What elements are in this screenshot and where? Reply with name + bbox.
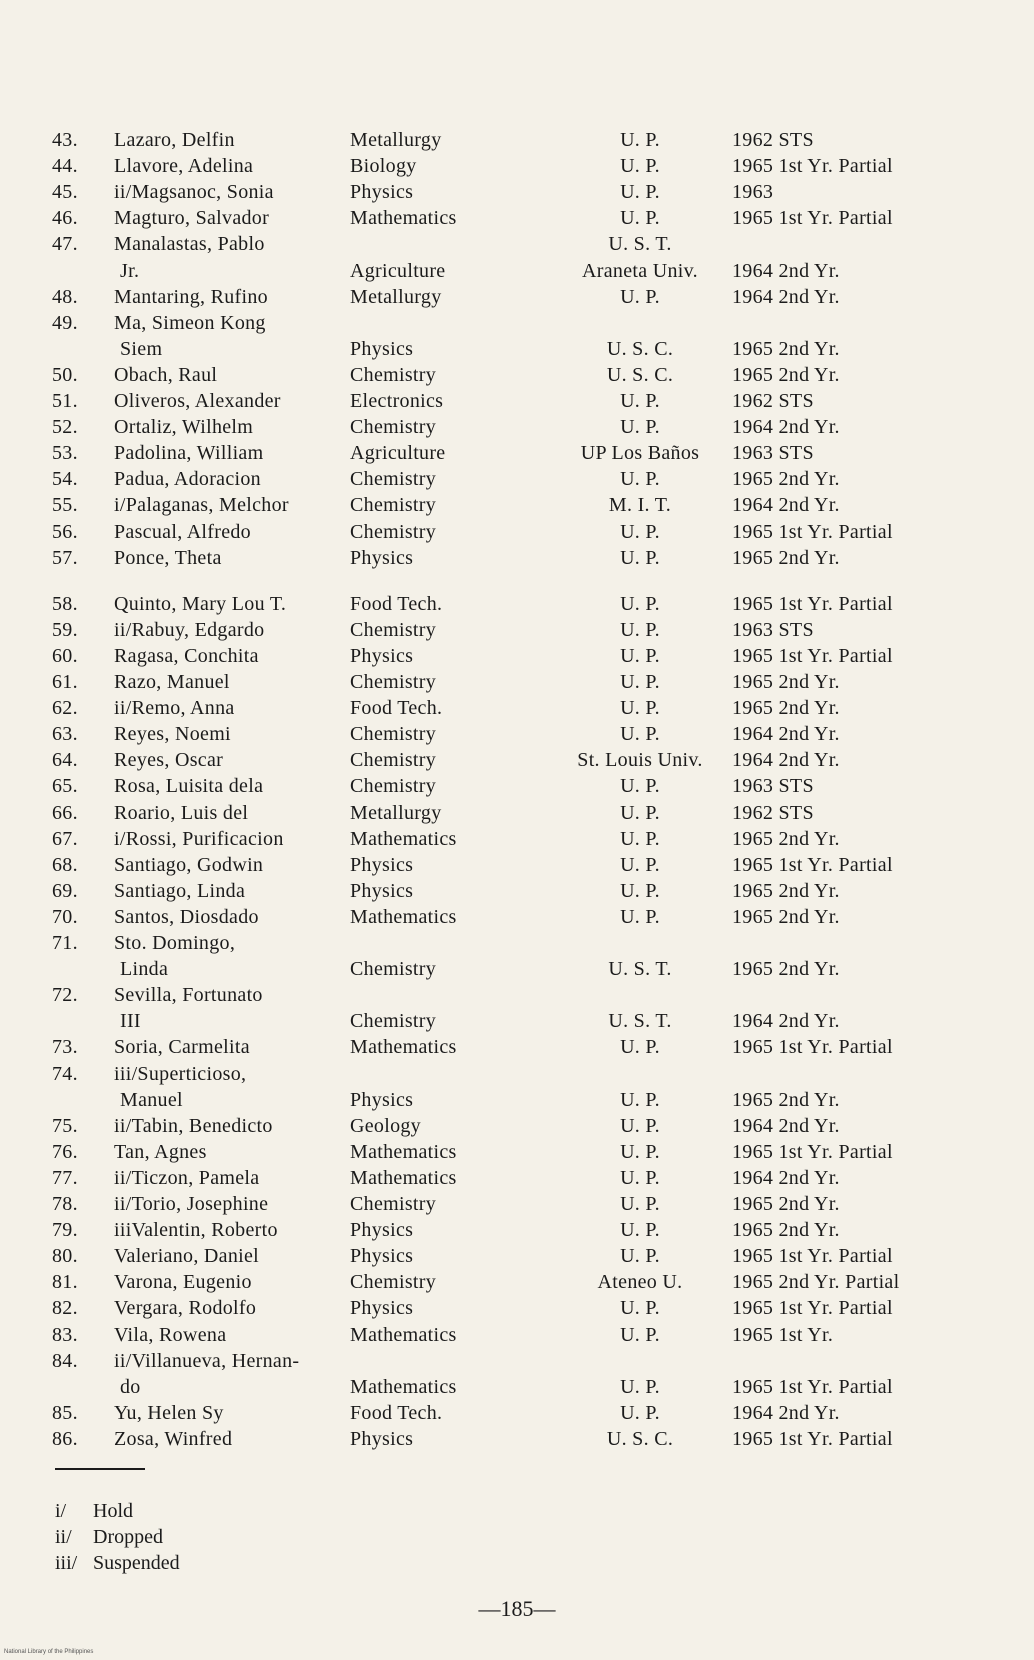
- field-of-study: Physics: [350, 1245, 414, 1268]
- scholar-name: Ragasa, Conchita: [114, 644, 259, 667]
- school-name: U. P.: [620, 618, 660, 641]
- entry-number: 55.: [52, 494, 78, 517]
- field-of-study: Metallurgy: [350, 129, 442, 151]
- field-of-study: Chemistry: [350, 1010, 437, 1033]
- entry-number: 81.: [52, 1271, 78, 1294]
- entry-number: 82.: [52, 1297, 78, 1320]
- field-of-study: Chemistry: [350, 363, 437, 386]
- scholarship-status: 1965 2nd Yr.: [732, 1088, 840, 1111]
- entry-number: 73.: [52, 1036, 78, 1059]
- scholar-name: ii/Torio, Josephine: [114, 1193, 269, 1215]
- scholarship-status: 1965 1st Yr. Partial: [732, 520, 893, 543]
- field-of-study: Chemistry: [350, 468, 437, 491]
- scholar-name: Roario, Luis del: [114, 801, 249, 824]
- school-name: U. P.: [620, 1245, 660, 1268]
- school-name: U. P.: [620, 1114, 660, 1137]
- school-name: U. S. T.: [608, 233, 672, 256]
- field-of-study: Mathematics: [350, 207, 457, 230]
- scholarship-status: 1965 2nd Yr.: [732, 337, 840, 360]
- entry-number: 50.: [52, 363, 78, 386]
- field-of-study: Mathematics: [350, 1036, 457, 1059]
- scholar-name: Manalastas, Pablo: [114, 233, 265, 256]
- school-name: U. P.: [620, 207, 660, 230]
- scholarship-status: 1964 2nd Yr.: [732, 749, 840, 772]
- scholar-name: Obach, Raul: [114, 363, 218, 386]
- field-of-study: Mathematics: [350, 1375, 457, 1398]
- school-name: U. P.: [620, 879, 660, 902]
- scholarship-status: 1965 2nd Yr. Partial: [732, 1271, 900, 1294]
- field-of-study: Physics: [350, 1297, 414, 1320]
- page-number: —185—: [478, 1596, 556, 1621]
- scholarship-status: 1962 STS: [732, 390, 814, 412]
- field-of-study: Chemistry: [350, 494, 437, 517]
- school-name: U. P.: [620, 697, 660, 720]
- scholar-name: Padolina, William: [114, 442, 264, 465]
- scholar-name: ii/Remo, Anna: [114, 697, 235, 720]
- entry-number: 72.: [52, 984, 78, 1007]
- entry-number: 67.: [52, 827, 78, 850]
- scholarship-status: 1964 2nd Yr.: [732, 259, 840, 282]
- scholarship-status: 1965 1st Yr. Partial: [732, 1036, 893, 1059]
- field-of-study: Chemistry: [350, 520, 437, 543]
- scholar-name: i/Rossi, Purificacion: [114, 827, 284, 850]
- entry-number: 43.: [52, 129, 78, 151]
- scholar-name: Tan, Agnes: [114, 1140, 207, 1163]
- scholar-name: Varona, Eugenio: [114, 1271, 252, 1294]
- scholar-name: Quinto, Mary Lou T.: [114, 592, 287, 615]
- field-of-study: Mathematics: [350, 1140, 457, 1163]
- field-of-study: Chemistry: [350, 1193, 437, 1215]
- field-of-study: Chemistry: [350, 1271, 437, 1294]
- school-name: Ateneo U.: [597, 1271, 683, 1294]
- scholarship-status: 1963: [732, 181, 774, 204]
- scholarship-status: 1965 2nd Yr.: [732, 468, 840, 491]
- entry-number: 60.: [52, 644, 78, 667]
- scholar-name: Vila, Rowena: [114, 1323, 227, 1346]
- entry-number: 53.: [52, 442, 78, 465]
- field-of-study: Mathematics: [350, 1323, 457, 1346]
- scholarship-status: 1965 1st Yr. Partial: [732, 853, 893, 876]
- scholar-name: Oliveros, Alexander: [114, 390, 281, 412]
- scholarship-status: 1965 2nd Yr.: [732, 905, 840, 928]
- scholar-name: ii/Ticzon, Pamela: [114, 1166, 260, 1189]
- scholarship-status: 1964 2nd Yr.: [732, 1010, 840, 1033]
- field-of-study: Metallurgy: [350, 801, 442, 824]
- scholar-name: Santos, Diosdado: [114, 905, 259, 928]
- scholar-name: do: [120, 1375, 141, 1398]
- scholarship-status: 1965 2nd Yr.: [732, 363, 840, 386]
- field-of-study: Food Tech.: [350, 1401, 443, 1424]
- scholar-name: Santiago, Linda: [114, 879, 246, 902]
- scholar-name: Valeriano, Daniel: [114, 1245, 260, 1268]
- school-name: U. S. T.: [608, 1010, 672, 1033]
- entry-number: 61.: [52, 671, 78, 693]
- school-name: U. P.: [620, 520, 660, 543]
- scholarship-status: 1964 2nd Yr.: [732, 1114, 840, 1137]
- scholar-name: Llavore, Adelina: [114, 155, 254, 178]
- scholarship-status: 1962 STS: [732, 129, 814, 151]
- entry-number: 76.: [52, 1140, 78, 1163]
- field-of-study: Physics: [350, 644, 414, 667]
- entry-number: 70.: [52, 905, 78, 928]
- field-of-study: Food Tech.: [350, 592, 443, 615]
- scholar-name: Padua, Adoracion: [114, 468, 261, 491]
- scholar-name: Manuel: [120, 1088, 183, 1111]
- scholar-name: Ma, Simeon Kong: [114, 311, 266, 334]
- scholarship-status: 1964 2nd Yr.: [732, 1166, 840, 1189]
- school-name: UP Los Baños: [580, 442, 700, 465]
- scholarship-status: 1965 2nd Yr.: [732, 671, 840, 693]
- field-of-study: Metallurgy: [350, 285, 442, 308]
- entry-number: 78.: [52, 1193, 78, 1215]
- field-of-study: Chemistry: [350, 723, 437, 746]
- footnote-text: Dropped: [93, 1526, 163, 1548]
- footnote-text: Suspended: [93, 1552, 180, 1574]
- school-name: U. P.: [620, 1140, 660, 1163]
- entry-number: 77.: [52, 1166, 78, 1189]
- scholarship-status: 1964 2nd Yr.: [732, 494, 840, 517]
- scholarship-status: 1965 1st Yr. Partial: [732, 1140, 893, 1163]
- school-name: U. P.: [620, 1323, 660, 1346]
- scholar-name: Yu, Helen Sy: [114, 1401, 224, 1424]
- school-name: U. P.: [620, 546, 660, 569]
- entry-number: 57.: [52, 546, 78, 569]
- scholar-name: Rosa, Luisita dela: [114, 775, 264, 798]
- school-name: U. P.: [620, 1036, 660, 1059]
- school-name: U. P.: [620, 723, 660, 746]
- scholarship-status: 1965 1st Yr. Partial: [732, 1427, 893, 1450]
- scholar-name: Razo, Manuel: [114, 671, 230, 693]
- school-name: U. P.: [620, 827, 660, 850]
- entry-number: 86.: [52, 1427, 78, 1450]
- entry-number: 79.: [52, 1219, 78, 1242]
- field-of-study: Chemistry: [350, 749, 437, 772]
- scholar-name: Reyes, Oscar: [114, 749, 224, 772]
- field-of-study: Chemistry: [350, 958, 437, 981]
- scholarship-status: 1964 2nd Yr.: [732, 1401, 840, 1424]
- school-name: U. P.: [620, 801, 660, 824]
- scholar-name: Siem: [120, 337, 163, 360]
- entry-number: 64.: [52, 749, 78, 772]
- school-name: U. P.: [620, 1375, 660, 1398]
- footnote-text: Hold: [93, 1500, 133, 1522]
- school-name: U. P.: [620, 1219, 660, 1242]
- school-name: U. S. C.: [606, 363, 674, 386]
- school-name: U. P.: [620, 468, 660, 491]
- footnote-mark: ii/: [55, 1526, 72, 1548]
- footnote-mark: iii/: [55, 1552, 78, 1574]
- school-name: U. P.: [620, 1297, 660, 1320]
- entry-number: 71.: [52, 932, 78, 954]
- scholarship-status: 1965 1st Yr. Partial: [732, 1297, 893, 1320]
- field-of-study: Chemistry: [350, 416, 437, 439]
- entry-number: 80.: [52, 1245, 78, 1268]
- field-of-study: Physics: [350, 879, 414, 902]
- scholarship-status: 1965 2nd Yr.: [732, 1219, 840, 1242]
- scholarship-status: 1965 2nd Yr.: [732, 827, 840, 850]
- school-name: M. I. T.: [608, 494, 672, 517]
- school-name: U. S. T.: [608, 958, 672, 981]
- scholar-name: Lazaro, Delfin: [114, 129, 235, 151]
- field-of-study: Chemistry: [350, 618, 437, 641]
- scholar-name: III: [120, 1010, 141, 1033]
- field-of-study: Electronics: [350, 390, 444, 412]
- entry-number: 85.: [52, 1401, 78, 1424]
- entry-number: 69.: [52, 879, 78, 902]
- entry-number: 63.: [52, 723, 78, 746]
- scholar-name: Mantaring, Rufino: [114, 285, 268, 308]
- entry-number: 48.: [52, 285, 78, 308]
- entry-number: 84.: [52, 1349, 78, 1372]
- school-name: U. P.: [620, 1166, 660, 1189]
- scholar-name: ii/Magsanoc, Sonia: [114, 181, 274, 204]
- entry-number: 83.: [52, 1323, 78, 1346]
- school-name: U. P.: [620, 181, 660, 204]
- footnote-divider: [55, 1468, 145, 1470]
- scholarship-status: 1964 2nd Yr.: [732, 416, 840, 439]
- field-of-study: Food Tech.: [350, 697, 443, 720]
- entry-number: 66.: [52, 801, 78, 824]
- entry-number: 46.: [52, 207, 78, 230]
- school-name: U. P.: [620, 775, 660, 798]
- school-name: U. P.: [620, 671, 660, 693]
- scholarship-status: 1965 1st Yr. Partial: [732, 1375, 893, 1398]
- entry-number: 51.: [52, 390, 78, 412]
- field-of-study: Physics: [350, 337, 414, 360]
- entry-number: 54.: [52, 468, 78, 491]
- school-name: U. P.: [620, 390, 660, 412]
- school-name: U. S. C.: [606, 337, 674, 360]
- entry-number: 56.: [52, 520, 78, 543]
- scholar-name: Sto. Domingo,: [114, 932, 236, 954]
- field-of-study: Mathematics: [350, 827, 457, 850]
- school-name: U. P.: [620, 416, 660, 439]
- school-name: U. P.: [620, 853, 660, 876]
- school-name: U. P.: [620, 129, 660, 151]
- scholar-name: ii/Villanueva, Hernan-: [114, 1349, 300, 1372]
- scholar-name: Sevilla, Fortunato: [114, 984, 263, 1007]
- scholar-name: i/Palaganas, Melchor: [114, 494, 289, 517]
- scholar-name: iii/Superticioso,: [114, 1062, 247, 1085]
- entry-number: 49.: [52, 311, 78, 334]
- entry-number: 58.: [52, 592, 78, 615]
- entry-number: 62.: [52, 697, 78, 720]
- school-name: U. P.: [620, 1193, 660, 1215]
- field-of-study: Chemistry: [350, 671, 437, 693]
- scholarship-status: 1965 2nd Yr.: [732, 958, 840, 981]
- school-name: U. P.: [620, 1401, 660, 1424]
- field-of-study: Geology: [350, 1114, 421, 1137]
- scholarship-status: 1965 1st Yr. Partial: [732, 1245, 893, 1268]
- scholarship-status: 1963 STS: [732, 618, 814, 641]
- scholarship-status: 1964 2nd Yr.: [732, 723, 840, 746]
- scholar-name: Ponce, Theta: [114, 546, 222, 569]
- field-of-study: Agriculture: [350, 259, 446, 282]
- field-of-study: Biology: [350, 155, 417, 178]
- school-name: U. P.: [620, 592, 660, 615]
- scholarship-status: 1964 2nd Yr.: [732, 285, 840, 308]
- scholarship-status: 1965 1st Yr. Partial: [732, 155, 893, 178]
- entry-number: 68.: [52, 853, 78, 876]
- entry-number: 59.: [52, 618, 78, 641]
- scholar-name: Vergara, Rodolfo: [114, 1297, 257, 1320]
- scholar-name: Zosa, Winfred: [114, 1427, 233, 1450]
- school-name: U. P.: [620, 285, 660, 308]
- scholarship-status: 1965 1st Yr. Partial: [732, 207, 893, 230]
- scholarship-status: 1965 2nd Yr.: [732, 879, 840, 902]
- entry-number: 47.: [52, 233, 78, 256]
- school-name: St. Louis Univ.: [577, 749, 703, 772]
- field-of-study: Physics: [350, 1427, 414, 1450]
- entry-number: 44.: [52, 155, 78, 178]
- field-of-study: Physics: [350, 546, 414, 569]
- field-of-study: Physics: [350, 1088, 414, 1111]
- scholar-name: Soria, Carmelita: [114, 1036, 250, 1059]
- school-name: U. S. C.: [606, 1427, 674, 1450]
- scholarship-status: 1965 2nd Yr.: [732, 546, 840, 569]
- school-name: U. P.: [620, 905, 660, 928]
- scholarship-status: 1965 1st Yr.: [732, 1323, 834, 1346]
- entry-number: 45.: [52, 181, 78, 204]
- scholar-name: Magturo, Salvador: [114, 207, 270, 230]
- scholar-name: Reyes, Noemi: [114, 723, 231, 746]
- entry-number: 65.: [52, 775, 78, 798]
- scholar-name: Jr.: [120, 259, 140, 282]
- field-of-study: Mathematics: [350, 1166, 457, 1189]
- scholar-name: Ortaliz, Wilhelm: [114, 416, 254, 439]
- field-of-study: Mathematics: [350, 905, 457, 928]
- school-name: U. P.: [620, 1088, 660, 1111]
- school-name: U. P.: [620, 644, 660, 667]
- scan-credit: National Library of the Philippines: [4, 1649, 94, 1655]
- scholarship-status: 1965 2nd Yr.: [732, 1193, 840, 1215]
- scholar-name: ii/Tabin, Benedicto: [114, 1114, 273, 1137]
- field-of-study: Agriculture: [350, 442, 446, 465]
- scholar-name: Pascual, Alfredo: [114, 520, 251, 543]
- footnote-mark: i/: [55, 1500, 67, 1522]
- scholarship-status: 1962 STS: [732, 801, 814, 824]
- school-name: Araneta Univ.: [582, 259, 698, 282]
- scholarship-status: 1963 STS: [732, 442, 814, 465]
- scholarship-status: 1965 1st Yr. Partial: [732, 644, 893, 667]
- scholar-name: Linda: [120, 958, 169, 981]
- field-of-study: Physics: [350, 1219, 414, 1242]
- scholarship-status: 1963 STS: [732, 775, 814, 798]
- entry-number: 75.: [52, 1114, 78, 1137]
- entry-number: 52.: [52, 416, 78, 439]
- scholarship-status: 1965 2nd Yr.: [732, 697, 840, 720]
- scholarship-status: 1965 1st Yr. Partial: [732, 592, 893, 615]
- scholar-name: iiiValentin, Roberto: [114, 1219, 278, 1242]
- scholar-name: ii/Rabuy, Edgardo: [114, 618, 265, 641]
- scholar-name: Santiago, Godwin: [114, 853, 264, 876]
- field-of-study: Physics: [350, 853, 414, 876]
- school-name: U. P.: [620, 155, 660, 178]
- field-of-study: Chemistry: [350, 775, 437, 798]
- entry-number: 74.: [52, 1062, 78, 1085]
- field-of-study: Physics: [350, 181, 414, 204]
